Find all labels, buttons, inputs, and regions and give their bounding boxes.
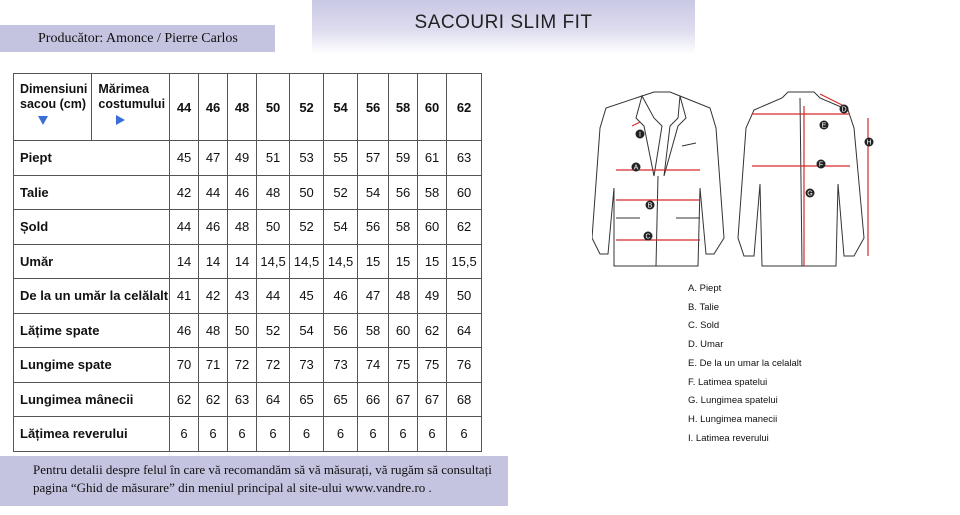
table-cell: 73: [290, 348, 324, 383]
table-cell: 6: [389, 417, 418, 452]
table-cell: 46: [170, 313, 199, 348]
row-label: Lungime spate: [14, 348, 170, 383]
legend-item: C. Sold: [688, 320, 720, 332]
table-cell: 42: [170, 175, 199, 210]
table-cell: 73: [324, 348, 358, 383]
table-row: [14, 175, 482, 210]
table-cell: 58: [418, 175, 447, 210]
table-row: [14, 210, 482, 245]
table-cell: 58: [358, 313, 389, 348]
marker-h: H: [866, 139, 872, 147]
table-cell: 58: [389, 210, 418, 245]
size-header: 60: [418, 74, 447, 141]
table-cell: 65: [290, 382, 324, 417]
table-cell: 56: [389, 175, 418, 210]
table-cell: 6: [290, 417, 324, 452]
table-cell: 44: [199, 175, 228, 210]
marker-e: E: [821, 122, 827, 130]
table-row: [14, 348, 482, 383]
size-table: [13, 73, 482, 452]
jacket-diagram: [592, 88, 892, 273]
marker-c: C: [645, 233, 651, 241]
legend-item: E. De la un umar la celalalt: [688, 357, 802, 369]
table-cell: 50: [228, 313, 257, 348]
table-cell: 48: [257, 175, 290, 210]
legend-item: G. Lungimea spatelui: [688, 395, 778, 407]
table-cell: 14: [170, 244, 199, 279]
table-cell: 45: [290, 279, 324, 314]
table-cell: 54: [290, 313, 324, 348]
table-cell: 70: [170, 348, 199, 383]
marker-f: F: [818, 161, 824, 169]
table-cell: 56: [324, 313, 358, 348]
table-cell: 46: [199, 210, 228, 245]
size-header: 48: [228, 74, 257, 141]
table-cell: 75: [418, 348, 447, 383]
row-label: Lățime spate: [14, 313, 170, 348]
table-cell: 61: [418, 141, 447, 176]
table-cell: 44: [170, 210, 199, 245]
arrow-right-icon: [116, 115, 125, 125]
table-cell: 63: [447, 141, 482, 176]
table-cell: 53: [290, 141, 324, 176]
table-cell: 71: [199, 348, 228, 383]
table-header-row: [14, 74, 482, 141]
table-cell: 45: [170, 141, 199, 176]
table-cell: 60: [389, 313, 418, 348]
table-cell: 66: [358, 382, 389, 417]
table-cell: 56: [358, 210, 389, 245]
size-header: 52: [290, 74, 324, 141]
table-cell: 14: [199, 244, 228, 279]
table-cell: 62: [418, 313, 447, 348]
header-size: [92, 74, 170, 141]
header-size-line2: costumului: [98, 97, 166, 111]
table-cell: 51: [257, 141, 290, 176]
table-cell: 55: [324, 141, 358, 176]
table-cell: 6: [257, 417, 290, 452]
row-label: Lungimea mânecii: [14, 382, 170, 417]
jacket-back: [738, 92, 864, 266]
size-header: 44: [170, 74, 199, 141]
header-dim-line1: Dimensiuni: [20, 82, 88, 96]
table-cell: 46: [228, 175, 257, 210]
measurement-legend: [688, 280, 802, 448]
table-cell: 46: [324, 279, 358, 314]
table-cell: 72: [257, 348, 290, 383]
table-cell: 6: [324, 417, 358, 452]
header-dim-line2: sacou (cm): [20, 97, 86, 111]
table-cell: 43: [228, 279, 257, 314]
table-cell: 42: [199, 279, 228, 314]
table-cell: 72: [228, 348, 257, 383]
table-cell: 67: [418, 382, 447, 417]
table-cell: 41: [170, 279, 199, 314]
legend-item: D. Umar: [688, 339, 724, 351]
table-cell: 62: [447, 210, 482, 245]
table-cell: 14,5: [290, 244, 324, 279]
table-cell: 49: [228, 141, 257, 176]
table-row: [14, 417, 482, 452]
table-cell: 15: [389, 244, 418, 279]
table-row: [14, 244, 482, 279]
table-cell: 48: [228, 210, 257, 245]
table-cell: 14,5: [257, 244, 290, 279]
table-cell: 52: [324, 175, 358, 210]
page-title: SACOURI SLIM FIT: [414, 12, 593, 33]
table-cell: 47: [358, 279, 389, 314]
table-cell: 6: [358, 417, 389, 452]
table-cell: 47: [199, 141, 228, 176]
footer-line: pagina “Ghid de măsurare” din meniul principal al site-ului www.vandre.ro .: [33, 480, 432, 495]
table-cell: 50: [290, 175, 324, 210]
marker-b: B: [647, 202, 653, 210]
table-cell: 49: [418, 279, 447, 314]
marker-i: I: [639, 131, 641, 139]
table-cell: 54: [358, 175, 389, 210]
table-cell: 59: [389, 141, 418, 176]
size-header: 50: [257, 74, 290, 141]
table-cell: 60: [447, 175, 482, 210]
table-cell: 6: [447, 417, 482, 452]
size-header: 56: [358, 74, 389, 141]
table-cell: 14: [228, 244, 257, 279]
table-cell: 6: [228, 417, 257, 452]
table-cell: 52: [290, 210, 324, 245]
legend-item: F. Latimea spatelui: [688, 376, 768, 388]
size-header: 62: [447, 74, 482, 141]
row-label: Piept: [14, 141, 170, 176]
table-cell: 48: [199, 313, 228, 348]
table-cell: 57: [358, 141, 389, 176]
table-cell: 50: [447, 279, 482, 314]
table-cell: 54: [324, 210, 358, 245]
marker-a: A: [633, 164, 639, 172]
table-cell: 75: [389, 348, 418, 383]
table-cell: 62: [170, 382, 199, 417]
legend-item: A. Piept: [688, 283, 722, 294]
table-row: [14, 313, 482, 348]
table-cell: 15,5: [447, 244, 482, 279]
table-cell: 15: [418, 244, 447, 279]
row-label: Talie: [14, 175, 170, 210]
size-header: 54: [324, 74, 358, 141]
table-cell: 63: [228, 382, 257, 417]
table-row: [14, 382, 482, 417]
table-cell: 6: [199, 417, 228, 452]
marker-g: G: [807, 190, 813, 198]
legend-item: B. Talie: [688, 301, 719, 313]
row-label: Șold: [14, 210, 170, 245]
header-size-line1: Mărimea: [98, 82, 150, 96]
table-cell: 50: [257, 210, 290, 245]
header-dimensions: [14, 74, 92, 141]
row-label: De la un umăr la celălalt: [14, 279, 170, 314]
table-row: [14, 279, 482, 314]
footer-note: [0, 456, 508, 506]
arrow-down-icon: [38, 116, 48, 125]
table-cell: 14,5: [324, 244, 358, 279]
table-cell: 65: [324, 382, 358, 417]
table-cell: 52: [257, 313, 290, 348]
marker-d: D: [841, 106, 847, 114]
size-header: 58: [389, 74, 418, 141]
row-label: Umăr: [14, 244, 170, 279]
table-cell: 74: [358, 348, 389, 383]
table-cell: 44: [257, 279, 290, 314]
table-cell: 62: [199, 382, 228, 417]
row-label: Lățimea reverului: [14, 417, 170, 452]
table-cell: 48: [389, 279, 418, 314]
title-banner: [312, 0, 695, 54]
table-cell: 6: [170, 417, 199, 452]
table-row: [14, 141, 482, 176]
size-header: 46: [199, 74, 228, 141]
producer-label: Producător: Amonce / Pierre Carlos: [0, 25, 275, 52]
table-cell: 76: [447, 348, 482, 383]
table-cell: 60: [418, 210, 447, 245]
table-cell: 64: [257, 382, 290, 417]
table-cell: 64: [447, 313, 482, 348]
legend-item: H. Lungimea manecii: [688, 413, 778, 425]
table-cell: 6: [418, 417, 447, 452]
table-cell: 68: [447, 382, 482, 417]
table-cell: 15: [358, 244, 389, 279]
footer-line: Pentru detalii despre felul în care vă recomandăm să vă măsurați, vă rugăm să consultați: [33, 462, 492, 477]
table-cell: 67: [389, 382, 418, 417]
legend-item: I. Latimea reverului: [688, 432, 769, 444]
